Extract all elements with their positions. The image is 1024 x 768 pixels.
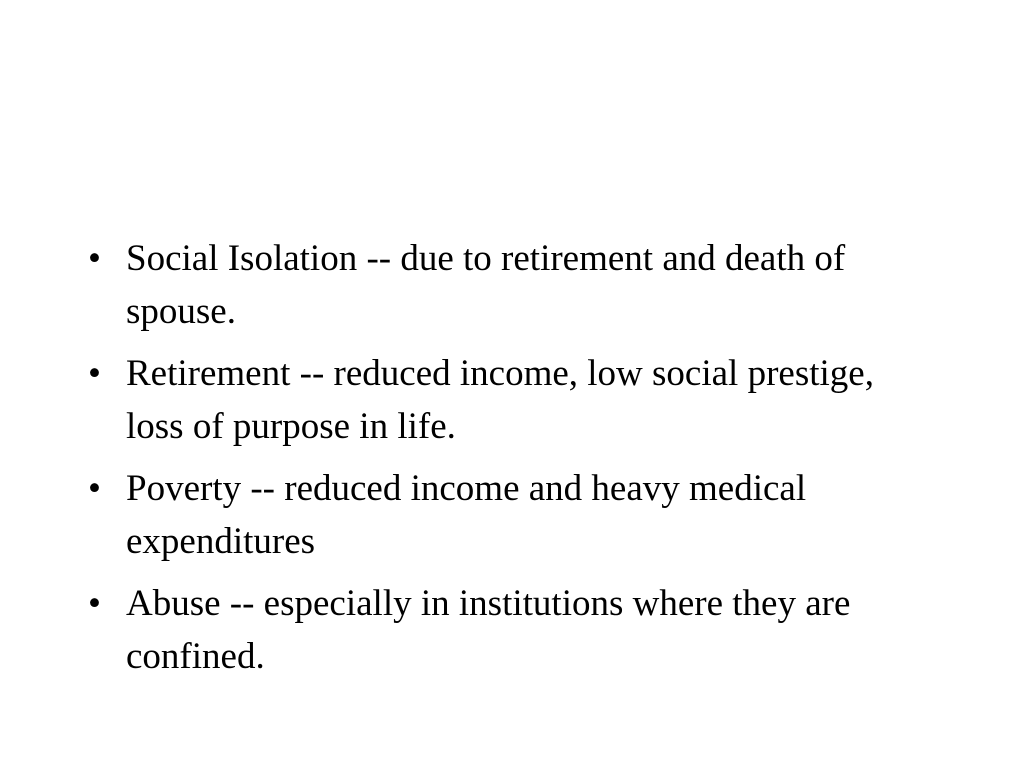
bullet-text: Abuse -- especially in institutions where they are confined. xyxy=(126,583,851,677)
bullet-item-social-isolation xyxy=(88,232,908,338)
bullet-item-retirement xyxy=(88,347,908,453)
bullet-list xyxy=(88,232,908,692)
bullet-marker: • xyxy=(88,468,101,509)
bullet-marker: • xyxy=(88,583,101,624)
bullet-text: Social Isolation -- due to retirement and death of spouse. xyxy=(126,238,846,332)
bullet-marker: • xyxy=(88,353,101,394)
bullet-item-abuse xyxy=(88,577,908,683)
bullet-item-poverty xyxy=(88,462,908,568)
bullet-text: Retirement -- reduced income, low social prestige, loss of purpose in life. xyxy=(126,353,874,447)
bullet-marker: • xyxy=(88,238,101,279)
bullet-text: Poverty -- reduced income and heavy medical expenditures xyxy=(126,468,807,562)
